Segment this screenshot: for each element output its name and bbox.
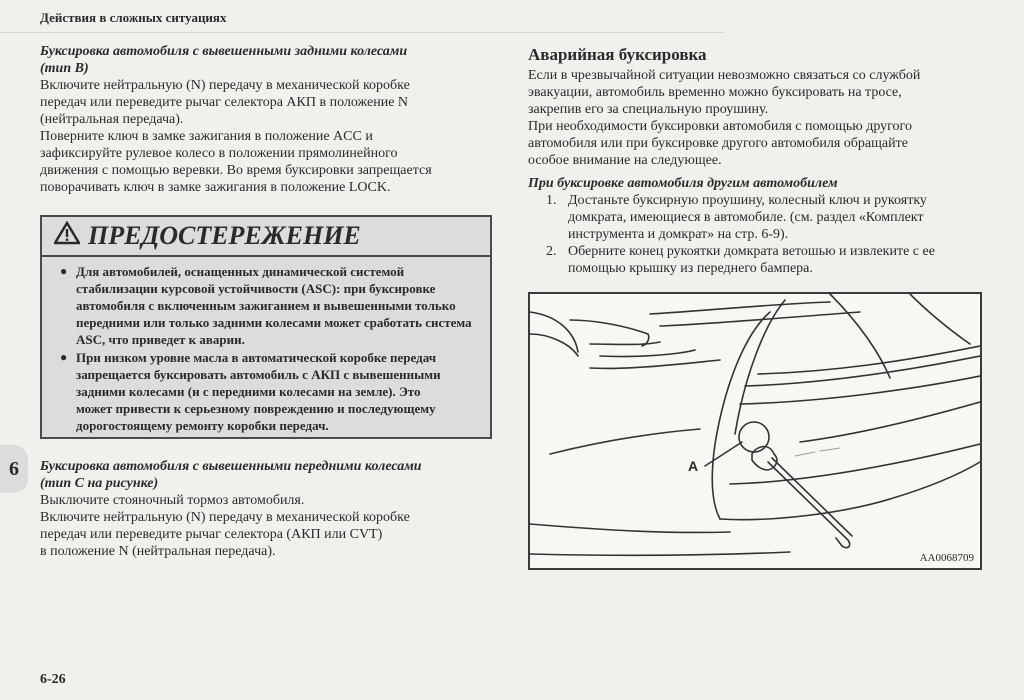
emergency-line: При необходимости буксировки автомобиля с помощью другого <box>528 119 912 134</box>
warning-triangle-icon <box>54 221 80 252</box>
figure-label-a: A <box>688 458 699 474</box>
type-b-line: поворачивать ключ в замке зажигания в положение LOCK. <box>40 180 391 195</box>
warning-line: ASC, что приведет к аварии. <box>76 332 245 347</box>
step-item <box>546 192 983 243</box>
figure-code: AA0068709 <box>919 552 974 564</box>
warning-title-bar <box>42 217 490 257</box>
step-line: инструмента и домкрат» на стр. 6-9). <box>568 227 789 242</box>
header-rule <box>0 32 724 33</box>
warning-bullet <box>60 349 480 434</box>
warning-bullet <box>60 263 480 348</box>
step-number: 2. <box>546 244 557 259</box>
warning-line: может привести к серьезному повреждению и последующему <box>76 401 436 416</box>
type-b-line: передач или переведите рычаг селектора АКП в положение N <box>40 95 409 110</box>
warning-line: При низком уровне масла в автоматической коробке передач <box>76 350 437 365</box>
type-c-line: Выключите стояночный тормоз автомобиля. <box>40 493 305 508</box>
warning-line: автомобиля с включенным зажиганием и вывешенными только <box>76 298 456 313</box>
step-number: 1. <box>546 193 557 208</box>
warning-line: стабилизации курсовой устойчивости (ASC): при буксировке <box>76 281 436 296</box>
bumper-illustration <box>528 292 982 570</box>
warning-box <box>40 215 492 439</box>
type-b-heading-line1: Буксировка автомобиля с вывешенными задними колесами <box>40 44 408 59</box>
step-line: Достаньте буксирную проушину, колесный ключ и рукоятку <box>568 193 927 208</box>
emergency-line: закрепив его за специальную проушину. <box>528 102 769 117</box>
step-item <box>546 243 983 277</box>
section-type-b <box>40 43 495 196</box>
warning-line: дорогостоящему ремонту коробки передач. <box>76 418 329 433</box>
emergency-line: Если в чрезвычайной ситуации невозможно связаться со службой <box>528 68 921 83</box>
type-c-heading-line2: (тип C на рисунке) <box>40 476 159 491</box>
type-b-heading-line2: (тип B) <box>40 61 89 76</box>
chapter-number: 6 <box>9 457 19 480</box>
type-c-heading-line1: Буксировка автомобиля с вывешенными передними колесами <box>40 459 422 474</box>
bullet-icon: ● <box>60 264 68 278</box>
warning-line: Для автомобилей, оснащенных динамической системой <box>76 264 405 279</box>
type-b-line: движения с помощью веревки. Во время буксировки запрещается <box>40 163 432 178</box>
type-b-line: (нейтральная передача). <box>40 112 184 127</box>
chapter-tab <box>0 445 28 493</box>
page-number: 6-26 <box>40 672 66 687</box>
emergency-towing-heading: Аварийная буксировка <box>528 45 707 64</box>
type-c-line: передач или переведите рычаг селектора (АКП или CVT) <box>40 527 383 542</box>
type-b-line: Поверните ключ в замке зажигания в положение ACC и <box>40 129 373 144</box>
warning-line: задними колесами (и с передними колесами на земле). Это <box>76 384 421 399</box>
step-line: помощью крышку из переднего бампера. <box>568 261 813 276</box>
emergency-line: особое внимание на следующее. <box>528 153 722 168</box>
warning-title: ПРЕДОСТЕРЕЖЕНИЕ <box>88 221 361 250</box>
bumper-drawing <box>530 294 980 568</box>
emergency-line: автомобиля или при буксировке другого автомобиля обращайте <box>528 136 908 151</box>
section-type-c <box>40 458 495 560</box>
type-c-line: Включите нейтральную (N) передачу в механической коробке <box>40 510 410 525</box>
type-c-line: в положение N (нейтральная передача). <box>40 544 276 559</box>
running-header: Действия в сложных ситуациях <box>40 10 227 25</box>
bullet-icon: ● <box>60 350 68 364</box>
section-emergency-towing <box>528 45 983 277</box>
type-b-line: Включите нейтральную (N) передачу в механической коробке <box>40 78 410 93</box>
warning-line: запрещается буксировать автомобиль с АКП с вывешенными <box>76 367 441 382</box>
step-line: Оберните конец рукоятки домкрата ветошью и извлеките с ее <box>568 244 935 259</box>
steps-list <box>528 192 983 277</box>
emergency-line: эвакуации, автомобиль временно можно буксировать на тросе, <box>528 85 902 100</box>
warning-line: передними или только задними колесами может сработать система <box>76 315 472 330</box>
type-b-line: зафиксируйте рулевое колесо в положении прямолинейного <box>40 146 398 161</box>
towing-by-vehicle-heading: При буксировке автомобиля другим автомобилем <box>528 176 838 191</box>
step-line: домкрата, имеющиеся в автомобиле. (см. раздел «Комплект <box>568 210 924 225</box>
